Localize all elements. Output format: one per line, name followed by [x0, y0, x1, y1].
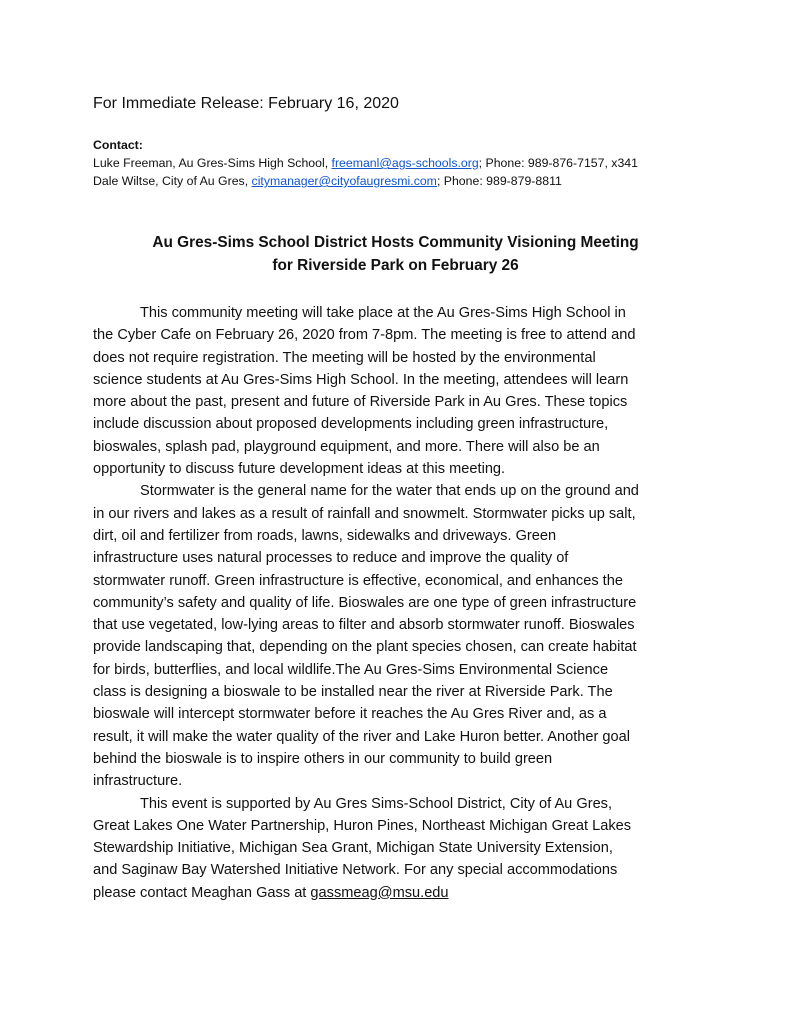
paragraph-1-line: science students at Au Gres-Sims High School. In the meeting, attendees will learn: [93, 371, 629, 388]
paragraph-2-line: in our rivers and lakes as a result of rainfall and snowmelt. Stormwater picks up salt,: [93, 505, 636, 522]
paragraph-2-line: bioswale will intercept stormwater before it reaches the Au Gres River and, as a: [93, 706, 607, 723]
paragraph-2-line: community’s safety and quality of life. Bioswales are one type of green infrastructure: [93, 594, 637, 611]
body-text: [93, 302, 698, 904]
paragraph-2-line: Stormwater is the general name for the water that ends up on the ground and: [140, 483, 639, 500]
contact-phone: ; Phone: 989-879-8811: [436, 174, 562, 188]
paragraph-2-line: class is designing a bioswale to be installed near the river at Riverside Park. The: [93, 684, 613, 701]
paragraph-1-line: does not require registration. The meeting will be hosted by the environmental: [93, 349, 596, 366]
paragraph-2-line: infrastructure uses natural processes to reduce and improve the quality of: [93, 550, 569, 567]
paragraph-2-line: for birds, butterflies, and local wildlife.The Au Gres-Sims Environmental Science: [93, 661, 609, 678]
paragraph-2-line: stormwater runoff. Green infrastructure is effective, economical, and enhances the: [93, 572, 623, 589]
contact-block: [93, 136, 638, 190]
contact-name: Dale Wiltse, City of Au Gres,: [93, 174, 252, 188]
headline: [93, 231, 698, 277]
headline-line: for Riverside Park on February 26: [272, 257, 519, 274]
paragraph-2-line: provide landscaping that, depending on the plant species chosen, can create habitat: [93, 639, 637, 656]
email-link-freemanl[interactable]: freemanl@ags-schools.org: [331, 156, 479, 170]
paragraph-1-line: more about the past, present and future of Riverside Park in Au Gres. These topics: [93, 394, 628, 411]
paragraph-1-line: the Cyber Cafe on February 26, 2020 from 7-8pm. The meeting is free to attend and: [93, 327, 636, 344]
contact-name: Luke Freeman, Au Gres-Sims High School,: [93, 156, 332, 170]
closing-line: [93, 882, 698, 904]
paragraph-1-line: include discussion about proposed developments including green infrastructure,: [93, 416, 609, 433]
paragraph-3-line: Great Lakes One Water Partnership, Huron Pines, Northeast Michigan Great Lakes: [93, 817, 632, 834]
release-date-line: For Immediate Release: February 16, 2020: [93, 95, 399, 112]
contact-dale-wiltse: [93, 172, 638, 190]
paragraph-2-line: result, it will make the water quality of the river and Lake Huron better. Another goal: [93, 728, 631, 745]
paragraph-3-line: and Saginaw Bay Watershed Initiative Network. For any special accommodations: [93, 862, 618, 879]
paragraph-1-line: This community meeting will take place at the Au Gres-Sims High School in: [140, 305, 626, 321]
paragraph-2-line: that use vegetated, low-lying areas to filter and absorb stormwater runoff. Bioswales: [93, 617, 635, 634]
email-link-citymanager[interactable]: citymanager@cityofaugresmi.com: [251, 174, 437, 188]
paragraph-1-line: bioswales, splash pad, playground equipment, and more. There will also be an: [93, 438, 600, 455]
email-link-gassmeag[interactable]: gassmeag@msu.edu: [310, 884, 449, 901]
contact-heading: Contact:: [93, 138, 143, 152]
contact-phone: ; Phone: 989-876-7157, x341: [478, 156, 638, 170]
contact-luke-freeman: [93, 154, 638, 172]
paragraph-1-line: opportunity to discuss future development ideas at this meeting.: [93, 461, 506, 478]
paragraph-3-line: This event is supported by Au Gres Sims-School District, City of Au Gres,: [140, 795, 613, 812]
paragraph-2-line: dirt, oil and fertilizer from roads, lawns, sidewalks and driveways. Green: [93, 527, 557, 544]
paragraph-3-line: Stewardship Initiative, Michigan Sea Grant, Michigan State University Extension,: [93, 840, 613, 857]
closing-text: please contact Meaghan Gass at: [93, 884, 311, 901]
headline-line: Au Gres-Sims School District Hosts Community Visioning Meeting: [152, 234, 639, 251]
paragraph-2-line: behind the bioswale is to inspire others in our community to build green: [93, 750, 553, 767]
paragraph-2-line: infrastructure.: [93, 773, 183, 790]
